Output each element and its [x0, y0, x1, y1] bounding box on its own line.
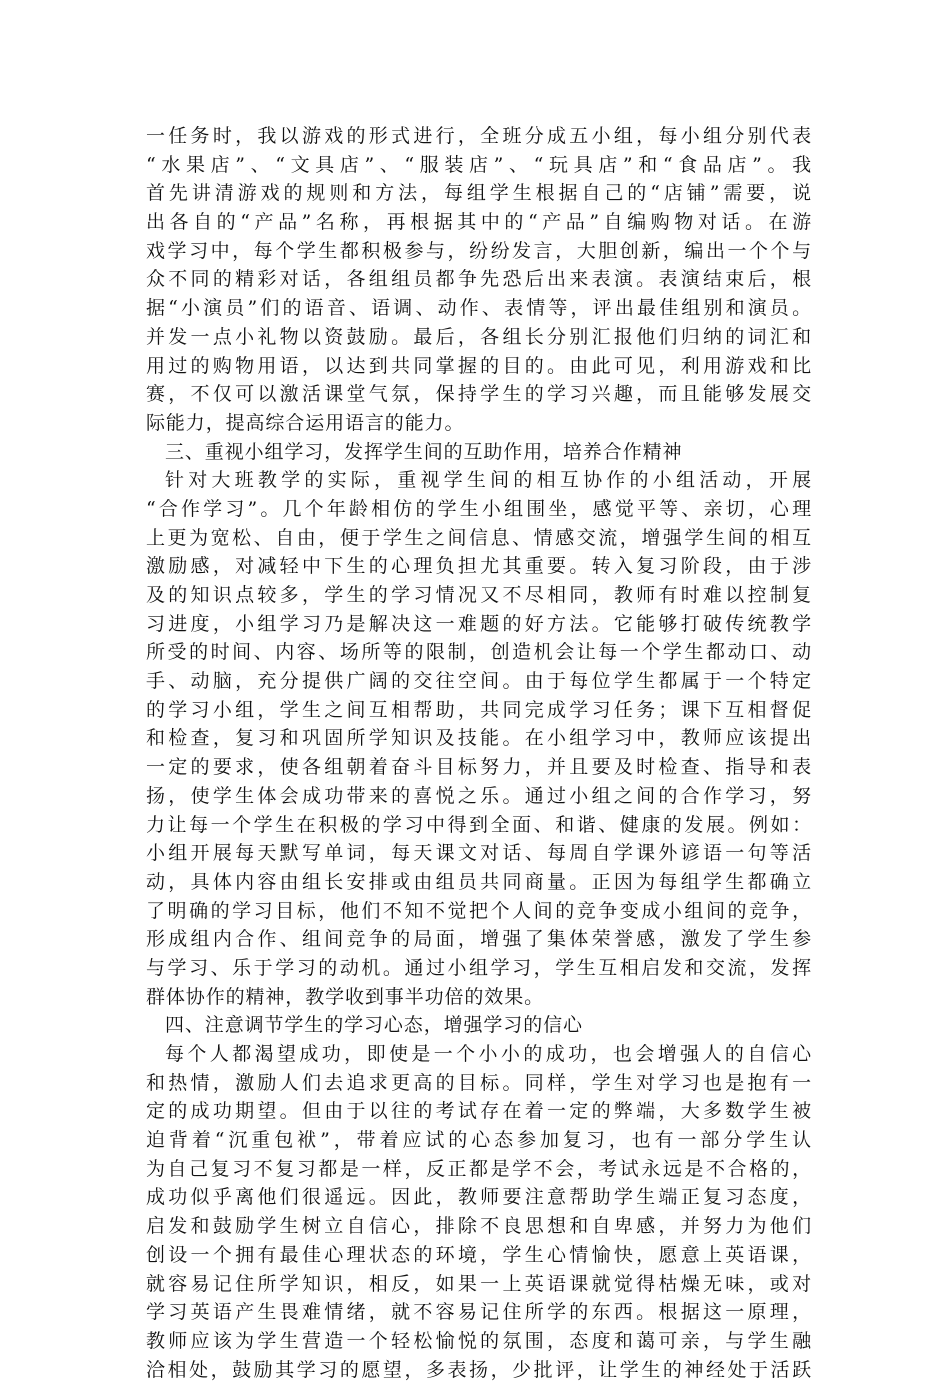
text-line: 成功似乎离他们很遥远。因此，教师要注意帮助学生端正复习态度，: [146, 1186, 812, 1209]
text-line: 学习英语产生畏难情绪，就不容易记住所学的东西。根据这一原理，: [146, 1301, 812, 1324]
text-line: 和检查，复习和巩固所学知识及技能。在小组学习中，教师应该提出: [146, 727, 812, 750]
text-line: “水果店”、“文具店”、“服装店”、“玩具店”和“食品店”。我: [146, 153, 812, 176]
text-line: 赛，不仅可以激活课堂气氛，保持学生的学习兴趣，而且能够发展交: [146, 383, 812, 406]
text-line: 教师应该为学生营造一个轻松愉悦的氛围，态度和蔼可亲，与学生融: [146, 1329, 812, 1352]
text-line: 定的成功期望。但由于以往的考试存在着一定的弊端，大多数学生被: [146, 1100, 812, 1123]
text-line: 上更为宽松、自由，便于学生之间信息、情感交流，增强学生间的相互: [146, 526, 812, 549]
text-line: 的学习小组，学生之间互相帮助，共同完成学习任务；课下互相督促: [146, 698, 812, 721]
section-heading-3: 三、重视小组学习，发挥学生间的互助作用，培养合作精神: [165, 440, 683, 463]
text-line: 首先讲清游戏的规则和方法，每组学生根据自己的“店铺”需要，说: [146, 182, 812, 205]
text-line: 为自己复习不复习都是一样，反正都是学不会，考试永远是不合格的，: [146, 1157, 812, 1180]
text-line: 一任务时，我以游戏的形式进行，全班分成五小组，每小组分别代表: [146, 125, 812, 147]
text-line: 就容易记住所学知识，相反，如果一上英语课就觉得枯燥无味，或对: [146, 1272, 812, 1295]
text-line: 和热情，激励人们去追求更高的目标。同样，学生对学习也是抱有一: [146, 1071, 812, 1094]
text-line: 所受的时间、内容、场所等的限制，创造机会让每一个学生都动口、动: [146, 641, 812, 664]
text-line: “合作学习”。几个年龄相仿的学生小组围坐，感觉平等、亲切，心理: [146, 497, 812, 520]
text-line: 群体协作的精神，教学收到事半功倍的效果。: [146, 985, 545, 1008]
paragraph-games: [146, 122, 812, 438]
text-line: 戏学习中，每个学生都积极参与，纷纷发言，大胆创新，编出一个个与: [146, 239, 812, 262]
text-line: 每个人都渴望成功，即使是一个小小的成功，也会增强人的自信心: [165, 1043, 812, 1065]
text-line: 迫背着“沉重包袱”，带着应试的心态参加复习，也有一部分学生认: [146, 1129, 812, 1152]
text-line: 启发和鼓励学生树立自信心，排除不良思想和自卑感，并努力为他们: [146, 1215, 812, 1238]
text-line: 动，具体内容由组长安排或由组员共同商量。正因为每组学生都确立: [146, 870, 812, 893]
text-line: 激励感，对减轻中下生的心理负担尤其重要。转入复习阶段，由于涉: [146, 555, 812, 578]
paragraph-group-learning: [146, 466, 812, 1011]
text-line: 了明确的学习目标，他们不知不觉把个人间的竞争变成小组间的竞争，: [146, 899, 812, 922]
text-line: 据“小演员”们的语音、语调、动作、表情等，评出最佳组别和演员。: [146, 297, 812, 320]
text-line: 用过的购物用语，以达到共同掌握的目的。由此可见，利用游戏和比: [146, 354, 812, 377]
text-line: 手、动脑，充分提供广阔的交往空间。由于每位学生都属于一个特定: [146, 670, 812, 693]
text-line: 并发一点小礼物以资鼓励。最后，各组长分别汇报他们归纳的词汇和: [146, 325, 812, 348]
text-line: 小组开展每天默写单词，每天课文对话、每周自学课外谚语一句等活: [146, 842, 812, 865]
section-heading-4: 四、注意调节学生的学习心态，增强学习的信心: [165, 1014, 583, 1037]
text-line: 际能力，提高综合运用语言的能力。: [146, 411, 465, 434]
text-line: 一定的要求，使各组朝着奋斗目标努力，并且要及时检查、指导和表: [146, 756, 812, 779]
text-line: 习进度，小组学习乃是解决这一难题的好方法。它能够打破传统教学: [146, 612, 812, 635]
text-line: 形成组内合作、组间竞争的局面，增强了集体荣誉感，激发了学生参: [146, 928, 812, 951]
text-line: 出各自的“产品”名称，再根据其中的“产品”自编购物对话。在游: [146, 211, 812, 234]
document-body: [146, 122, 812, 1384]
text-line: 洽相处，鼓励其学习的愿望，多表扬，少批评，让学生的神经处于活跃: [146, 1358, 812, 1381]
text-line: 众不同的精彩对话，各组组员都争先恐后出来表演。表演结束后，根: [146, 268, 812, 291]
text-line: 力让每一个学生在积极的学习中得到全面、和谐、健康的发展。例如：: [146, 813, 812, 836]
text-line: 扬，使学生体会成功带来的喜悦之乐。通过小组之间的合作学习，努: [146, 784, 812, 807]
text-line: 创设一个拥有最佳心理状态的环境，学生心情愉快，愿意上英语课，: [146, 1243, 812, 1266]
text-line: 针对大班教学的实际，重视学生间的相互协作的小组活动，开展: [165, 469, 812, 492]
paragraph-learning-attitude: [146, 1040, 812, 1384]
text-line: 与学习、乐于学习的动机。通过小组学习，学生互相启发和交流，发挥: [146, 956, 812, 979]
text-line: 及的知识点较多，学生的学习情况又不尽相同，教师有时难以控制复: [146, 584, 812, 606]
